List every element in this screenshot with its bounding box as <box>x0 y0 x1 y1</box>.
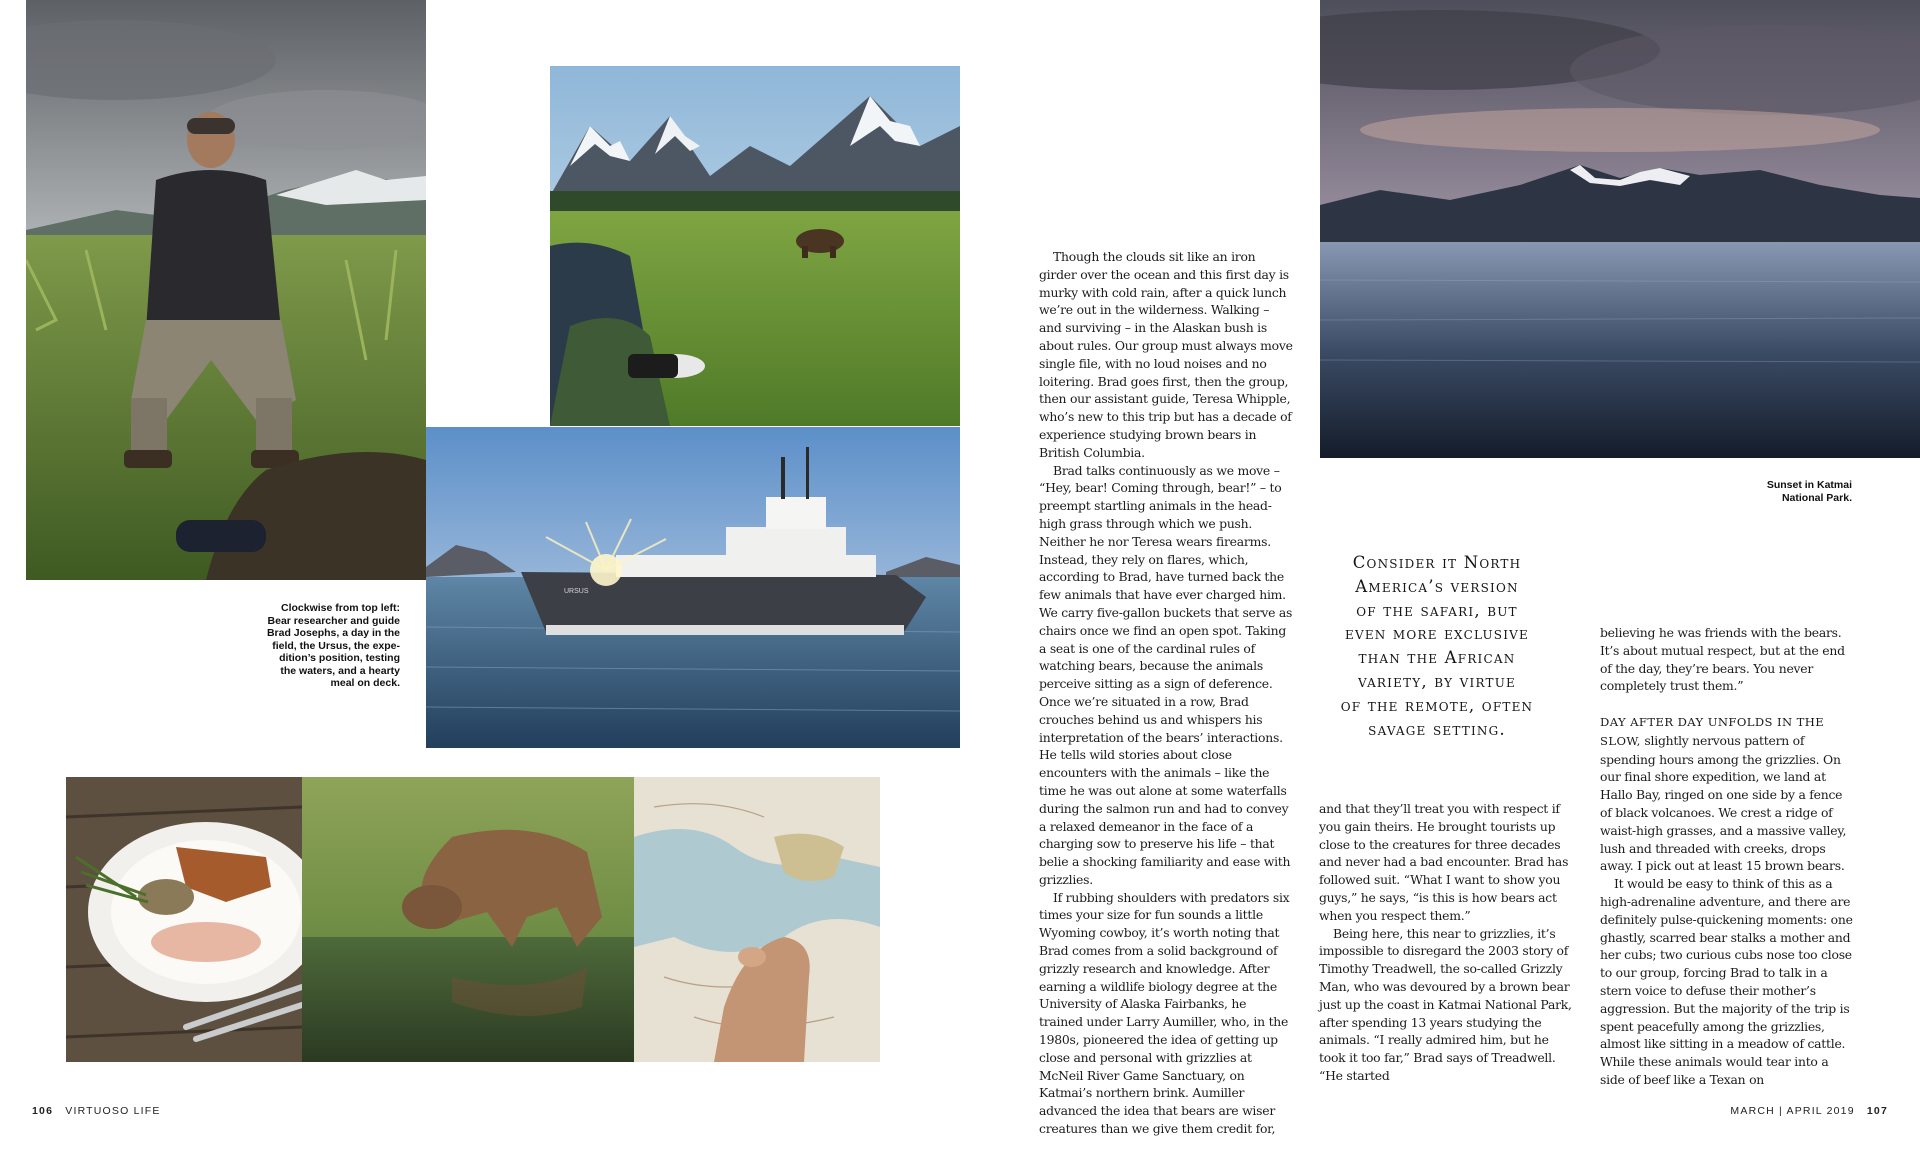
paragraph: and that they’ll treat you with respect if you gain theirs. He brought tourists up close to the creatures for three decades and never had a bad encounter. Brad has followed suit. “What I want to show you guys,” he says, “is this is how bears act when you respect them.” <box>1319 801 1569 923</box>
caption-line: meal on deck. <box>330 677 400 689</box>
paragraph: Though the clouds sit like an iron girder over the ocean and this first day is murky with cold rain, after a quick lunch we’re out in the wilderness. Walking – and surviving – in the Alaskan bush is about rules. Our group must always move single file, with no loud noises and no loitering. Brad goes first, then the group, then our assistant guide, Teresa Whipple, who’s new to this trip but has a decade of experience studying brown bears in British Columbia. <box>1039 249 1293 460</box>
caption-line: Bear researcher and guide <box>267 614 400 627</box>
caption-line: Brad Josephs, a day in the <box>266 627 400 639</box>
magazine-title: VIRTUOSO LIFE <box>65 1105 161 1117</box>
article-column-1 <box>1039 248 1293 1138</box>
paragraph: Brad talks continuously as we move – “Hey, bear! Coming through, bear!” – to preempt startling animals in the head-high grass through which we push. Neither he nor Teresa wears firearms. Instead, they rely on flares, which, according to Brad, have turned back the few animals that have ever charged him. We carry five-gallon buckets that serve as chairs once we find an open spot. Taking a seat is one of the cardinal rules of watching bears, because the animals perceive sitting as a sign of deference. Once we’re situated in a row, Brad crouches behind us and whispers his interpretation of the bears’ interactions. He tells wild stories about close encounters with the animals – like the time he was out alone at some waterfalls during the salmon run and had to convey a relaxed demeanor in the face of a charging sow to preserve his life – that belie a shocking familiarity and ease with grizzlies. <box>1039 462 1293 887</box>
article-column-3 <box>1600 624 1854 1089</box>
pull-quote-line: America’s version <box>1355 576 1519 596</box>
caption-sunset <box>1680 479 1852 504</box>
pull-quote-line: than the African <box>1358 648 1516 668</box>
folio-right <box>1730 1105 1888 1117</box>
paragraph: Being here, this near to grizzlies, it’s impossible to disregard the 2003 story of Timothy Treadwell, the so-called Grizzly Man, who was devoured by a brown bear just up the coast in Katmai National Park, after spending 13 years studying the animals. “I really admired him, but he took it too far,” Brad says of Treadwell. “He started <box>1319 925 1572 1083</box>
caption-line: National Park. <box>1781 491 1852 504</box>
page-number: 107 <box>1866 1105 1888 1117</box>
photo-photographers-bear <box>550 66 960 426</box>
pull-quote-line: variety, by virtue <box>1358 671 1516 691</box>
boat-name-label: URSUS <box>564 588 589 595</box>
caption-line: Clockwise from top left: <box>280 602 400 614</box>
pull-quote-line: of the safari, but <box>1356 600 1518 620</box>
photo-navigation-map <box>634 777 880 1062</box>
caption-photo-credits <box>200 602 400 690</box>
pull-quote-line: savage setting. <box>1368 719 1506 739</box>
paragraph: If rubbing shoulders with predators six times your size for fun sounds a little Wyoming cowboy, it’s worth noting that Brad comes from a solid background of grizzly research and knowledge. After earning a wildlife biology degree at the University of Alaska Fairbanks, he trained under Larry Aumiller, who, in the 1980s, pioneered the idea of getting up close and personal with grizzlies at McNeil River Game Sanctuary, on Katmai’s northern brink. Aumiller advanced the idea that bears are wiser creatures than we give them credit for, <box>1039 889 1290 1137</box>
caption-line: Sunset in Katmai <box>1766 479 1852 491</box>
folio-left <box>32 1105 161 1117</box>
article-column-2 <box>1319 800 1573 1085</box>
paragraph: It would be easy to think of this as a high-adrenaline adventure, and there are definitely pulse-quickening moments: one ghastly, scarred bear stalks a mother and her cubs; two curious cubs nose too close to our group, forcing Brad to talk in a stern voice to defuse their mother’s aggression. But the majority of the trip is spent peacefully among the grizzlies, almost like sitting in a meadow of cattle. While these animals would tear into a side of beef like a Texan on <box>1600 876 1853 1087</box>
paragraph: believing he was friends with the bears. It’s about mutual respect, but at the end of the day, they’re bears. You never completely trust them.” <box>1600 625 1845 694</box>
caption-line: the waters, and a hearty <box>280 664 400 677</box>
paragraph-text: slightly nervous pattern of spending hours among the grizzlies. On our final shore expedition, we land at Hallo Bay, ringed on one side by a fence of black volcanoes. We crest a ridge of waist-high grasses, and a massive valley, lush and threaded with creeks, drops away. I pick out at least 15 brown bears. <box>1600 732 1847 874</box>
photo-bear-drinking <box>302 777 634 1062</box>
photo-meal-on-deck <box>66 777 302 1062</box>
photo-guide-portrait <box>26 0 426 580</box>
pull-quote-line: of the remote, often <box>1340 695 1534 715</box>
caption-line: dition’s position, testing <box>279 652 400 664</box>
page-number: 106 <box>32 1105 54 1117</box>
lead-in-text: DAY AFTER DAY UNFOLDS IN THE SLOW, <box>1600 714 1825 748</box>
paragraph <box>1600 713 1854 875</box>
pull-quote-line: Consider it North <box>1352 553 1522 572</box>
photo-katmai-sunset <box>1320 0 1920 458</box>
pull-quote <box>1320 551 1554 741</box>
photo-expedition-boat <box>426 427 960 748</box>
issue-date: MARCH | APRIL 2019 <box>1730 1105 1855 1117</box>
caption-line: field, the Ursus, the expe- <box>272 639 400 652</box>
pull-quote-line: even more exclusive <box>1345 624 1529 644</box>
